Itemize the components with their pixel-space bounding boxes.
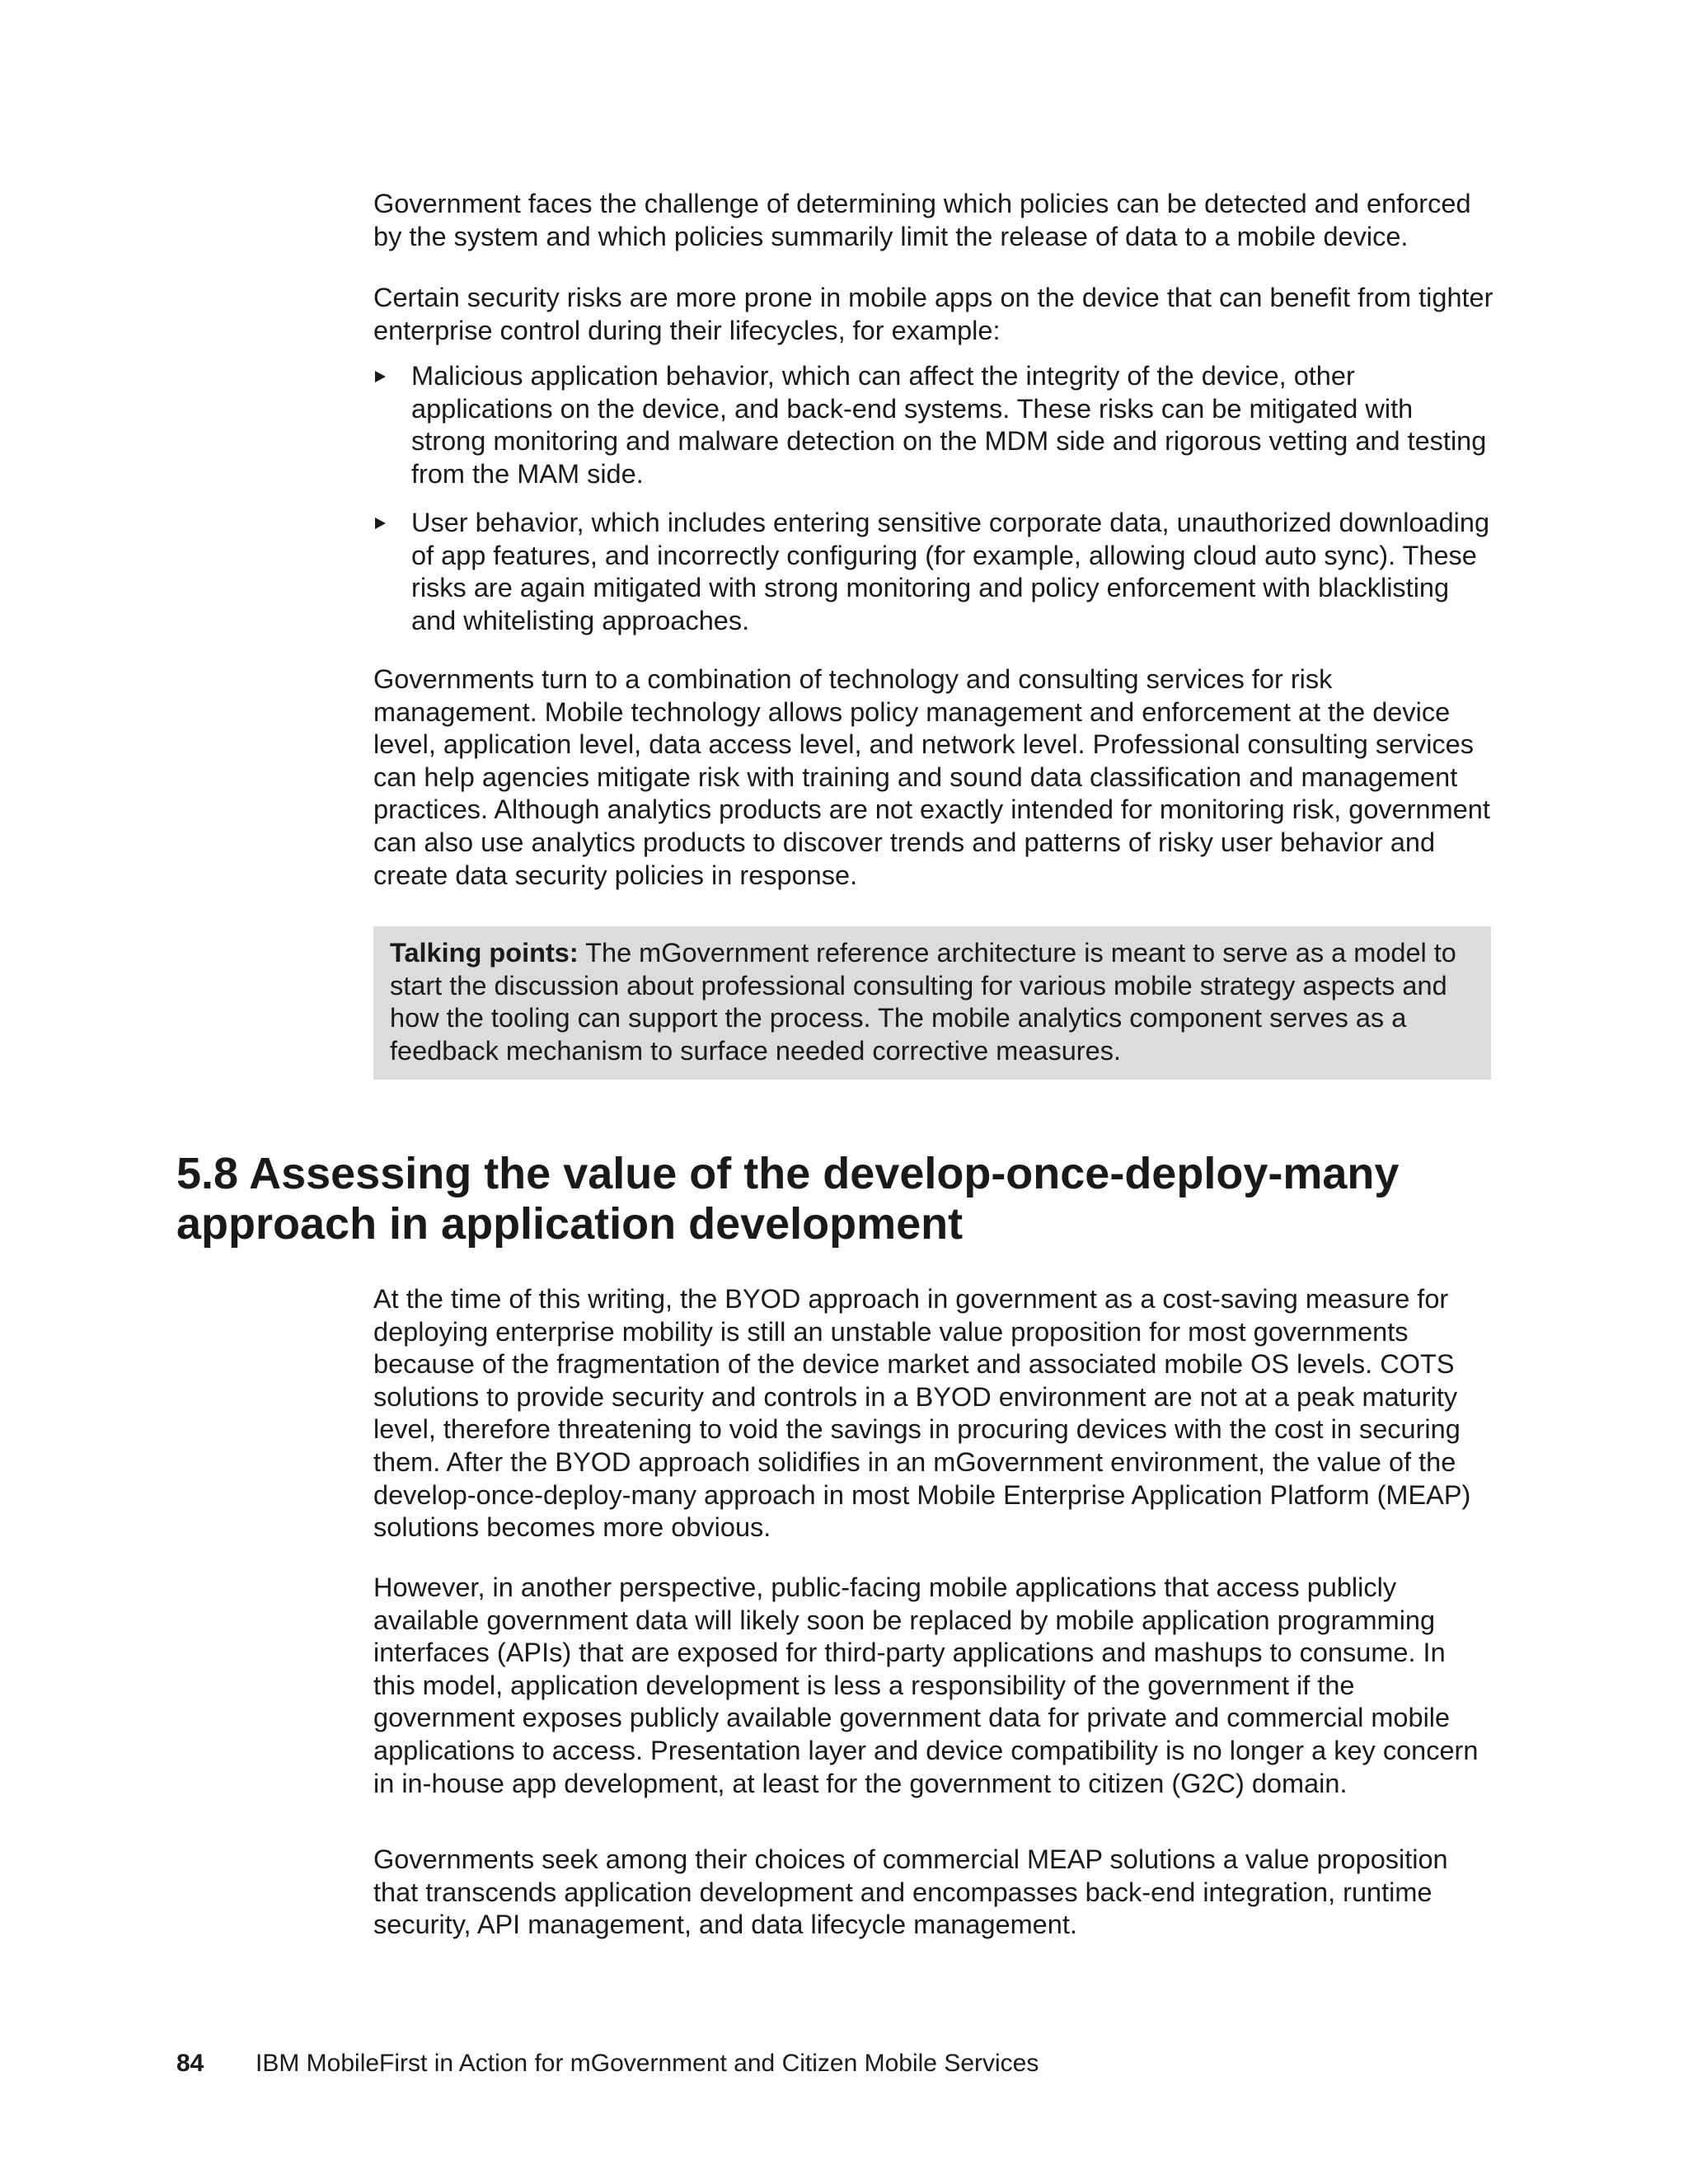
- section-heading: 5.8 Assessing the value of the develop-once-deploy-many approach in application development: [176, 1149, 1400, 1249]
- talking-points-text: [390, 937, 1476, 1067]
- list-item-text: Malicious application behavior, which can affect the integrity of the device, other applications on the device, and back-end systems. These risks can be mitigated with strong monitoring and malware detection on the MDM side and rigorous vetting and testing from the MAM side.: [411, 361, 1487, 489]
- section-paragraph-meap: [373, 1844, 1494, 1942]
- paragraph-text: Certain security risks are more prone in mobile apps on the device that can benefit from tighter enterprise control during their lifecycles, for example:: [373, 283, 1493, 345]
- paragraph-text: Governments seek among their choices of commercial MEAP solutions a value proposition that transcends application development and encompasses back-end integration, runtime security, API management, and data lifecycle management.: [373, 1844, 1448, 1940]
- paragraph-text: Government faces the challenge of determining which policies can be detected and enforced by the system and which policies summarily limit the release of data to a mobile device.: [373, 189, 1471, 251]
- talking-points-body: The mGovernment reference architecture is meant to serve as a model to start the discussion about professional consulting for various mobile strategy aspects and how the tooling can support the process. The mobile analytics component serves as a feedback mechanism to surface needed corrective measures.: [390, 938, 1456, 1066]
- paragraph-risk-management: [373, 663, 1494, 892]
- talking-points-label: Talking points:: [390, 938, 579, 968]
- bullet-arrow-icon: [375, 518, 386, 529]
- book-title: IBM MobileFirst in Action for mGovernment and Citizen Mobile Services: [256, 2050, 1039, 2077]
- page-footer: [176, 2049, 1039, 2079]
- talking-points-box: [373, 926, 1491, 1080]
- bullet-list-2: [373, 507, 1494, 637]
- paragraph-text: Governments turn to a combination of technology and consulting services for risk management. Mobile technology allows policy management and enforcement at the device level, application level, data access level, and network level. Professional consulting services can help agencies mitigate risk with training and sound data classification and management practices. Although analytics products are not exactly intended for monitoring risk, government can also use analytics products to discover trends and patterns of risky user behavior and create data security policies in response.: [373, 664, 1490, 890]
- bullet-list-1: [373, 360, 1494, 490]
- paragraph-security-risks: [373, 282, 1494, 347]
- paragraph-text: At the time of this writing, the BYOD approach in government as a cost-saving measure for deploying enterprise mobility is still an unstable value proposition for most governments because of the fragmentation of the device market and associated mobile OS levels. COTS solutions to provide security and controls in a BYOD environment are not at a peak maturity level, therefore threatening to void the savings in procuring devices with the cost in securing them. After the BYOD approach solidifies in an mGovernment environment, the value of the develop-once-deploy-many approach in most Mobile Enterprise Application Platform (MEAP) solutions becomes more obvious.: [373, 1284, 1471, 1543]
- paragraph-policies: [373, 188, 1494, 253]
- page-number: 84: [176, 2050, 204, 2077]
- list-item: [373, 507, 1494, 637]
- bullet-arrow-icon: [375, 371, 386, 382]
- list-item-text: User behavior, which includes entering sensitive corporate data, unauthorized downloading of app features, and incorrectly configuring (for example, allowing cloud auto sync). These risks are again mitigated with strong monitoring and policy enforcement with blacklisting and whitelisting approaches.: [411, 508, 1490, 635]
- list-item: [373, 360, 1494, 490]
- paragraph-text: However, in another perspective, public-facing mobile applications that access publicly available government data will likely soon be replaced by mobile application programming interfaces (APIs) that are exposed for third-party applications and mashups to consume. In this model, application development is less a responsibility of the government if the government exposes publicly available government data for private and commercial mobile applications to access. Presentation layer and device compatibility is no longer a key concern in in-house app development, at least for the government to citizen (G2C) domain.: [373, 1572, 1479, 1798]
- section-paragraph-apis: [373, 1572, 1494, 1800]
- section-paragraph-byod: [373, 1283, 1494, 1544]
